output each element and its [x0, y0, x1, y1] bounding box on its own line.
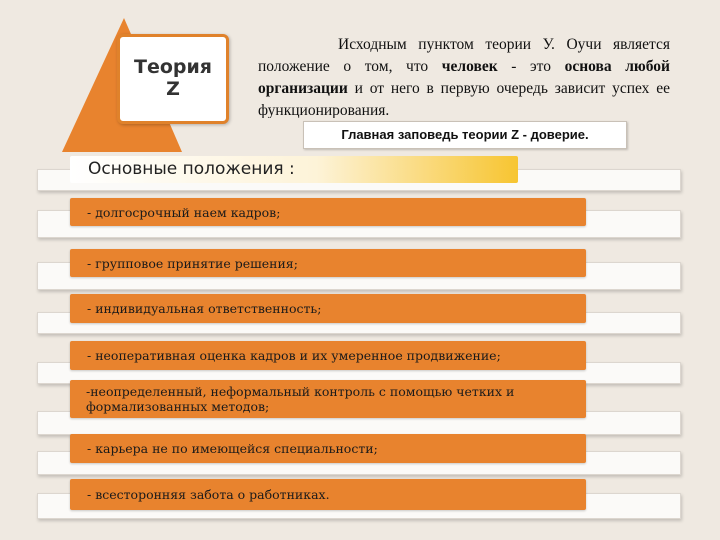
- list-item-text: - карьера не по имеющейся специальности;: [87, 441, 378, 456]
- list-item-text: -неопределенный, неформальный контроль с помощью четких и формализованных методов;: [86, 384, 515, 414]
- list-item-text: - групповое принятие решения;: [87, 255, 298, 271]
- intro-text-1: Исходным пунктом теории У. Оучи является положение о том, что: [258, 36, 670, 75]
- list-item-text: - неоперативная оценка кадров и их умеренное продвижение;: [87, 348, 501, 363]
- section-heading-bar: [70, 156, 518, 183]
- section-heading: Основные положения :: [88, 159, 295, 179]
- intro-paragraph: [258, 34, 670, 118]
- list-item: [70, 294, 586, 323]
- list-item: [70, 380, 586, 418]
- title-box: [117, 34, 229, 124]
- list-item: [70, 341, 586, 370]
- list-item: [70, 479, 586, 510]
- intro-bold-1: человек: [441, 58, 498, 75]
- page-title: Теория Z: [133, 56, 212, 100]
- intro-bold-2: основа любой организации: [258, 58, 670, 97]
- callout-text: Главная заповедь теории Z - доверие.: [341, 127, 589, 142]
- list-item-text: - всесторонняя забота о работниках.: [87, 487, 330, 502]
- intro-text-2: - это: [497, 58, 565, 75]
- list-item: [70, 198, 586, 226]
- intro-text-3: и от него в первую очередь зависит успех ее функционирования.: [258, 80, 670, 118]
- list-item-text: - долгосрочный наем кадров;: [87, 204, 281, 220]
- list-item: [70, 434, 586, 463]
- callout-box: [303, 121, 627, 149]
- list-item-text: - индивидуальная ответственность;: [87, 301, 322, 316]
- list-item: [70, 249, 586, 277]
